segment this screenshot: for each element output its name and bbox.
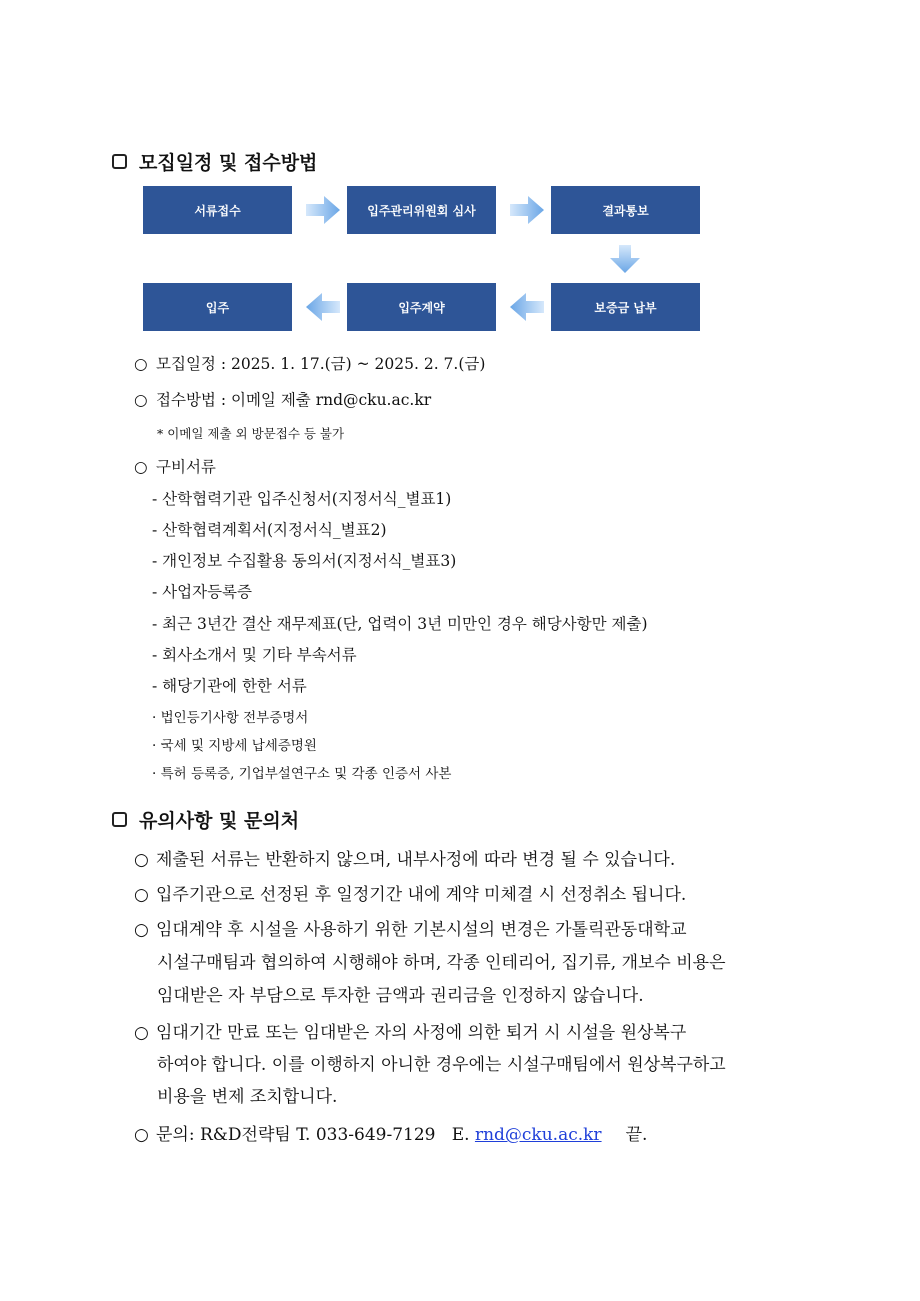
arrow-left-icon (306, 293, 340, 321)
arrow-left-icon (510, 293, 544, 321)
flow-step-deposit-payment: 보증금 납부 (551, 283, 700, 331)
note-item: ○ 제출된 서류는 반환하지 않으며, 내부사정에 따라 변경 될 수 있습니다. (134, 850, 676, 870)
doc-item: - 산학협력기관 입주신청서(지정서식_별표1) (152, 490, 452, 508)
sub-doc-item: · 특허 등록증, 기업부설연구소 및 각종 인증서 사본 (152, 766, 452, 782)
checkbox-square-icon (112, 812, 127, 827)
section-title-notes: 유의사항 및 문의처 (112, 806, 299, 833)
note-item-continuation: 임대받은 자 부담으로 투자한 금액과 권리금을 인정하지 않습니다. (157, 986, 644, 1006)
flow-step-committee-review: 입주관리위원회 심사 (347, 186, 496, 234)
arrow-right-icon (510, 196, 544, 224)
note-item-continuation: 하여야 합니다. 이를 이행하지 아니한 경우에는 시설구매팀에서 원상복구하고 (157, 1055, 726, 1075)
flow-step-contract: 입주계약 (347, 283, 496, 331)
flow-step-document-submission: 서류접수 (143, 186, 292, 234)
doc-item: - 산학협력계획서(지정서식_별표2) (152, 521, 387, 539)
note-item: ○ 입주기관으로 선정된 후 일정기간 내에 계약 미체결 시 선정취소 됩니다. (134, 885, 687, 905)
doc-item: - 회사소개서 및 기타 부속서류 (152, 646, 357, 664)
docs-title: ○ 구비서류 (134, 458, 216, 476)
doc-item: - 개인정보 수집활용 동의서(지정서식_별표3) (152, 552, 457, 570)
note-item-continuation: 비용을 변제 조치합니다. (157, 1087, 338, 1107)
doc-item: - 사업자등록증 (152, 583, 253, 601)
note-item-continuation: 시설구매팀과 협의하여 시행해야 하며, 각종 인테리어, 집기류, 개보수 비용은 (157, 953, 726, 973)
flow-arrows (0, 0, 920, 360)
sub-doc-item: · 국세 및 지방세 납세증명원 (152, 738, 317, 754)
flow-step-result-notice: 결과통보 (551, 186, 700, 234)
contact-line: ○ 문의: R&D전략팀 T. 033-649-7129 E. rnd@cku.ac.kr 끝. (134, 1125, 648, 1145)
contact-email-link[interactable]: rnd@cku.ac.kr (474, 1125, 602, 1145)
doc-item: - 해당기관에 한한 서류 (152, 677, 307, 695)
arrow-down-icon (610, 245, 640, 273)
schedule-line: ○ 모집일정 : 2025. 1. 17.(금) ~ 2025. 2. 7.(금) (134, 355, 486, 373)
section-title-schedule: 모집일정 및 접수방법 (112, 148, 317, 175)
note-item: ○ 임대기간 만료 또는 임대받은 자의 사정에 의한 퇴거 시 시설을 원상복구 (134, 1023, 687, 1043)
arrow-right-icon (306, 196, 340, 224)
note-item: ○ 임대계약 후 시설을 사용하기 위한 기본시설의 변경은 가톨릭관동대학교 (134, 920, 687, 940)
method-note: * 이메일 제출 외 방문접수 등 불가 (157, 426, 345, 441)
flow-step-move-in: 입주 (143, 283, 292, 331)
sub-doc-item: · 법인등기사항 전부증명서 (152, 710, 309, 726)
doc-item: - 최근 3년간 결산 재무제표(단, 업력이 3년 미만인 경우 해당사항만 제출) (152, 615, 648, 633)
method-line: ○ 접수방법 : 이메일 제출 rnd@cku.ac.kr (134, 391, 432, 409)
